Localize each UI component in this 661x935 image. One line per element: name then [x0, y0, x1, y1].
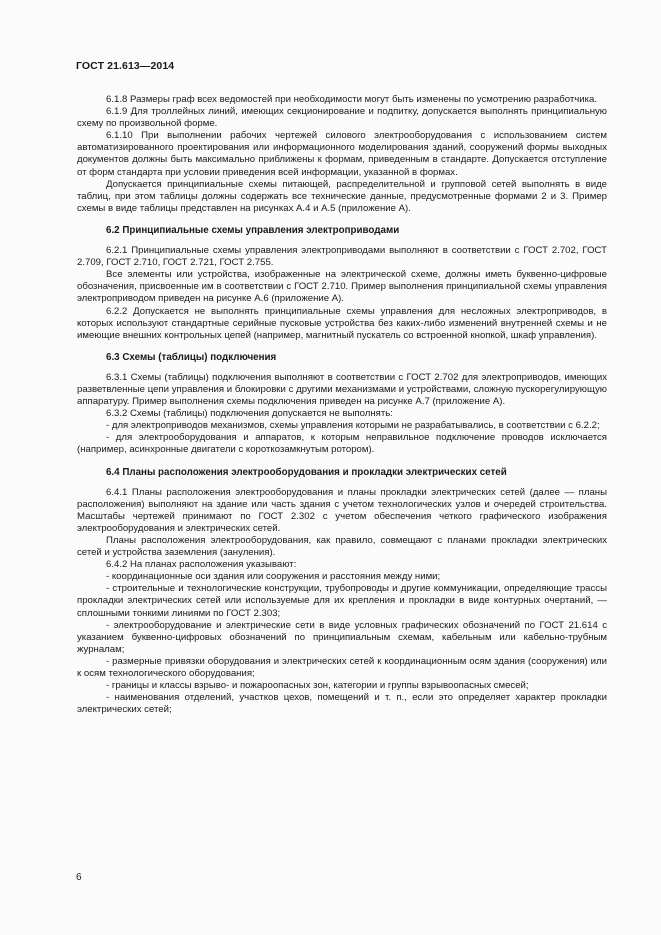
paragraph-elements-designation: Все элементы или устройства, изображенные на электрической схеме, должны иметь буквенно-цифровые обозначения, присвоенные им в соответствии с ГОСТ 2.710. Пример выполнения принципиальной схемы управления электроприводом приведен на рисунке А.6 (приложение А). — [77, 269, 607, 305]
list-item: - строительные и технологические конструкции, трубопроводы и другие коммуникации, определяющие трассы прокладки электрических сетей или используемые для их крепления и прокладки в виде контурных очертаний, — сплошными тонкими линиями по ГОСТ 2.303; — [77, 583, 607, 619]
list-item: - границы и классы взрыво- и пожароопасных зон, категории и группы взрывоопасных смесей; — [106, 680, 529, 692]
document-body — [77, 94, 607, 716]
document-header: ГОСТ 21.613—2014 — [76, 60, 175, 72]
paragraph-6-1-8: 6.1.8 Размеры граф всех ведомостей при необходимости могут быть изменены по усмотрению разработчика. — [106, 94, 597, 105]
paragraph-plans-combined: Планы расположения электрооборудования, как правило, совмещают с планами прокладки электрических сетей и устройства заземления (зануления). — [77, 535, 607, 559]
list-item: - для электроприводов механизмов, схемы управления которыми не разрабатывались, в соответствии с 6.2.2; — [106, 420, 600, 432]
paragraph-6-1-9: 6.1.9 Для троллейных линий, имеющих секционирование и подпитку, допускается выполнять принципиальную схему по произвольной форме. — [77, 106, 607, 130]
paragraph-6-2-1: 6.2.1 Принципиальные схемы управления электроприводами выполняют в соответствии с ГОСТ 2.702, ГОСТ 2.709, ГОСТ 2.710, ГОСТ 2.721, ГОСТ 2.755. — [77, 245, 607, 269]
section-heading-6-3: 6.3 Схемы (таблицы) подключения — [106, 351, 277, 363]
paragraph-6-1-10: 6.1.10 При выполнении рабочих чертежей силового электрооборудования с использованием систем автоматизированного проектирования или информационного моделирования зданий, сооружений формы выходных документов должны быть максимально приближены к формам, приведенным в стандарте. Допускается отступление от форм стандарта при условии приведения всей информации, указанной в формах. — [77, 130, 607, 178]
paragraph-6-3-2: 6.3.2 Схемы (таблицы) подключения допускается не выполнять: — [106, 408, 393, 420]
list-item: - наименования отделений, участков цехов, помещений и т. п., если это определяет характер прокладки электрических сетей; — [77, 692, 607, 716]
list-item: - для электрооборудования и аппаратов, к которым неправильное подключение проводов исключается (например, асинхронные двигатели с короткозамкнутым ротором). — [77, 432, 607, 456]
paragraph-6-3-1: 6.3.1 Схемы (таблицы) подключения выполняют в соответствии с ГОСТ 2.702 для электроприводов, имеющих разветвленные цепи управления и блокировки с другими механизмами и устройствами, сложную пускорегулирующую аппаратуру. Пример выполнения схемы подключения приведен на рисунке А.7 (приложение А). — [77, 371, 607, 408]
paragraph-6-4-1: 6.4.1 Планы расположения электрооборудования и планы прокладки электрических сетей (далее — планы расположения) выполняют на здание или часть здания с учетом технологических узлов и очередей строительства. Масштабы чертежей принимают по ГОСТ 2.302 с учетом обеспечения четкого графического изображения электрооборудования и электрических сетей. — [77, 486, 607, 534]
list-item: - электрооборудование и электрические сети в виде условных графических обозначений по ГОСТ 21.614 с указанием буквенно-цифровых обозначений по принципиальным схемам, кабельным или кабельно-трубным журналам; — [77, 619, 607, 655]
list-item: - координационные оси здания или сооружения и расстояния между ними; — [106, 571, 441, 583]
paragraph-6-4-2: 6.4.2 На планах расположения указывают: — [106, 559, 297, 571]
section-heading-6-4: 6.4 Планы расположения электрооборудования и прокладки электрических сетей — [106, 466, 507, 478]
paragraph-tables-note: Допускается принципиальные схемы питающей, распределительной и групповой сетей выполнять в виде таблиц, при этом таблицы должны содержать все технические данные, предусмотренные формами 2 и 3. Пример схемы в виде таблицы представлен на рисунках А.4 и А.5 (приложение А). — [77, 178, 607, 214]
list-item: - размерные привязки оборудования и электрических сетей к координационным осям здания (сооружения) или к осям технологического оборудования; — [77, 655, 607, 680]
section-heading-6-2: 6.2 Принципиальные схемы управления электроприводами — [106, 224, 400, 236]
paragraph-6-2-2: 6.2.2 Допускается не выполнять принципиальные схемы управления для несложных электроприводов, в которых используют стандартные серийные пусковые устройства без каких-либо изменений внутренней схемы и не имеющие внешних контрольных цепей (например, магнитный пускатель со встроенной кнопкой, шкаф управления). — [77, 305, 607, 341]
page-number: 6 — [76, 872, 82, 883]
